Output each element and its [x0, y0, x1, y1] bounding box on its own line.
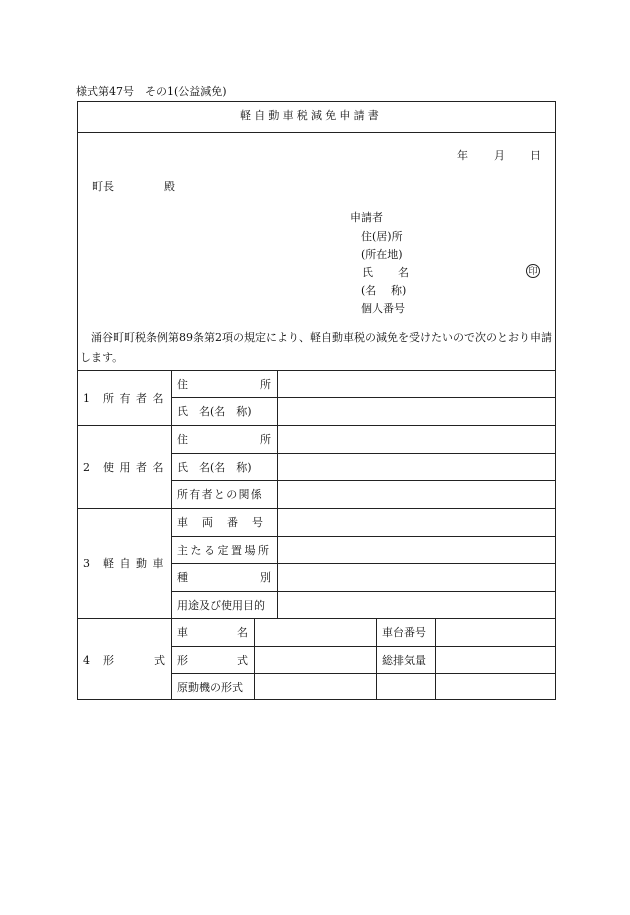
section-3-label-text: 軽自動車 [103, 557, 169, 570]
vehicle-location-field[interactable] [278, 537, 555, 563]
section-3-number: 3 [83, 557, 90, 570]
owner-address-field[interactable] [278, 371, 555, 397]
section-1-label [103, 392, 169, 405]
vehicle-location-label: 主たる定置場所 [177, 544, 272, 557]
displacement-field[interactable] [436, 647, 555, 673]
applicant-id-number: 個人番号 [361, 302, 405, 315]
user-name-label: 氏 名(名 称) [177, 461, 252, 474]
section-4-number: 4 [83, 654, 90, 667]
owner-name-field[interactable] [278, 398, 555, 424]
section-3-label [103, 558, 169, 569]
user-relation-label: 所有者との関係 [177, 488, 264, 501]
date-year: 年 [457, 149, 468, 162]
owner-name-label: 氏 名(名 称) [177, 405, 252, 418]
chassis-number-field[interactable] [436, 619, 555, 645]
vehicle-purpose-label: 用途及び使用目的 [177, 599, 265, 612]
applicant-title-1: (名 [361, 284, 377, 297]
vehicle-type-field[interactable] [278, 564, 555, 590]
seal-mark-icon: 印 [526, 264, 540, 278]
form-id: 様式第47号 その1(公益減免) [76, 85, 227, 98]
section-2-number: 2 [83, 461, 90, 474]
vehicle-plate-field[interactable] [278, 509, 555, 535]
section-2-label-text: 使用者名 [103, 461, 169, 474]
engine-model-label: 原動機の形式 [177, 681, 243, 694]
section-1-label-text: 所有者名 [103, 392, 169, 405]
addressee-honorific: 殿 [164, 180, 175, 193]
applicant-heading: 申請者 [350, 211, 383, 224]
vehicle-type-label: 種 別 [177, 571, 271, 584]
applicant-address: 住(居)所 [361, 230, 403, 243]
displacement-label: 総排気量 [382, 654, 426, 667]
vehicle-plate-label: 車両番号 [177, 516, 277, 529]
engine-model-field[interactable] [255, 674, 375, 699]
section-1-number: 1 [83, 392, 90, 405]
applicant-title-2: 称) [391, 284, 407, 297]
chassis-number-label: 車台番号 [382, 626, 426, 639]
applicant-name-2: 名 [398, 266, 409, 279]
form-title: 軽自動車税減免申請書 [240, 109, 382, 122]
model-label: 形 式 [177, 654, 248, 667]
user-relation-field[interactable] [278, 481, 555, 507]
car-name-field[interactable] [255, 619, 375, 645]
applicant-location: (所在地) [361, 248, 403, 261]
date-month: 月 [494, 149, 505, 162]
body-text: 涌谷町町税条例第89条第2項の規定により、軽自動車税の減免を受けたいので次のとおり申請します。 [80, 331, 552, 364]
owner-address-label: 住 所 [177, 378, 271, 391]
applicant-name-1: 氏 [362, 266, 373, 279]
user-name-field[interactable] [278, 454, 555, 480]
car-name-label: 車 名 [177, 626, 248, 639]
section-4-label: 形 式 [103, 654, 165, 667]
model-field[interactable] [255, 647, 375, 673]
date-day: 日 [530, 149, 541, 162]
addressee-title: 町長 [92, 180, 114, 193]
user-address-label: 住 所 [177, 433, 271, 446]
user-address-field[interactable] [278, 426, 555, 452]
section-2-label [103, 462, 169, 473]
vehicle-purpose-field[interactable] [278, 592, 555, 618]
